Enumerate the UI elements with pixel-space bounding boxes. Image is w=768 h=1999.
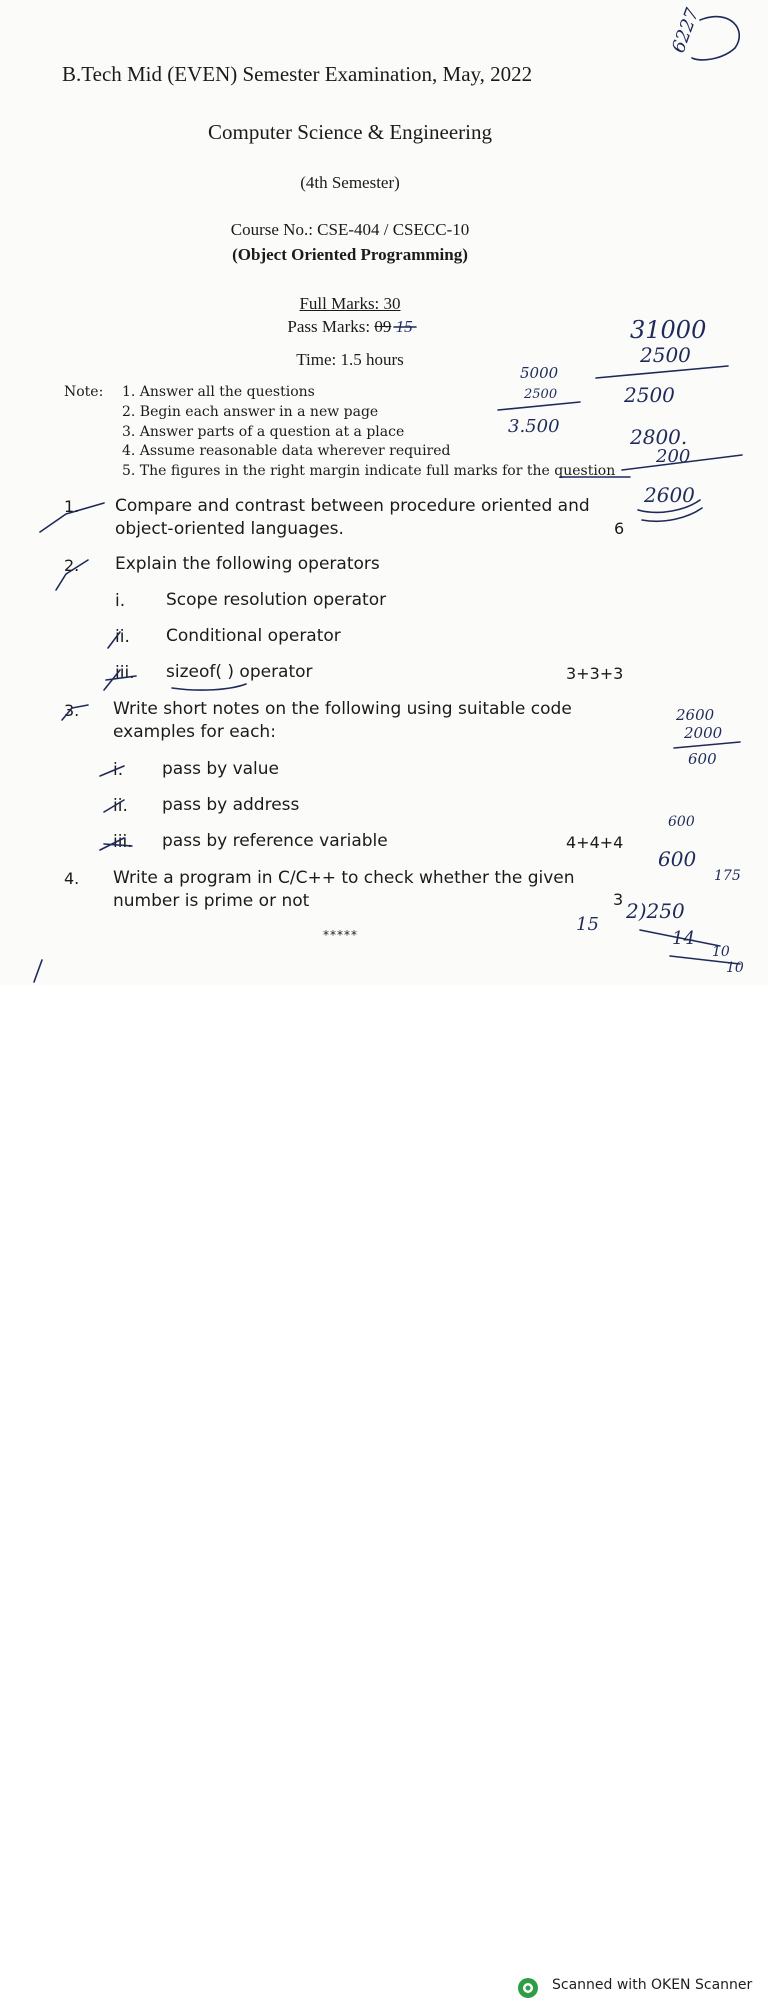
question-text-line: object-oriented languages. (115, 519, 344, 539)
calc-line (674, 742, 740, 748)
department-title: Computer Science & Engineering (207, 120, 492, 144)
pass-marks-label: Pass Marks: (287, 317, 371, 336)
note-item: 5. The figures in the right margin indicate full marks for the question (122, 463, 616, 479)
pass-marks (0, 317, 700, 337)
full-marks: Full Marks: 30 (299, 294, 401, 313)
scanner-watermark-text: Scanned with OKEN Scanner (552, 1977, 753, 1993)
sub-question-text: Conditional operator (166, 626, 341, 646)
question-marks: 3 (613, 890, 624, 909)
note-item: 1. Answer all the questions (122, 384, 315, 400)
handwritten-number: 2600 (676, 706, 715, 724)
handwritten-number: 3.500 (508, 416, 560, 437)
handwritten-number: 175 (714, 868, 741, 884)
handwritten-number: 600 (658, 847, 697, 871)
scanner-footer (0, 985, 768, 1993)
scanner-logo-icon (517, 1977, 539, 1999)
calc-line (640, 930, 720, 946)
handwritten-number: 600 (688, 750, 717, 768)
sub-question-number: i. (113, 760, 124, 780)
note-item: 2. Begin each answer in a new page (122, 404, 379, 420)
handwritten-number: 2800. (630, 425, 688, 449)
handwritten-number: 200 (656, 446, 691, 467)
question-text-line: number is prime or not (113, 891, 310, 911)
corner-bracket (692, 17, 739, 60)
handwritten-number: 10 (726, 960, 744, 976)
question-number: 1. (64, 497, 80, 516)
sizeof-underline (172, 684, 246, 690)
handwritten-number: 2000 (684, 724, 723, 742)
sub-question-text: pass by value (162, 759, 280, 779)
handwritten-number: 2500 (624, 383, 675, 407)
question-number: 3. (64, 701, 80, 720)
sub-question-number: ii. (115, 627, 130, 647)
question-marks: 4+4+4 (566, 833, 624, 852)
corner-mark (34, 960, 42, 982)
pass-marks-handwritten: 15 (395, 317, 413, 336)
note-item: 3. Answer parts of a question at a place (122, 424, 405, 440)
question-marks: 6 (614, 519, 625, 538)
handwritten-number: 2600 (644, 483, 695, 507)
sub-question-number: ii. (113, 796, 128, 816)
pass-marks-struck: 09 (374, 317, 392, 336)
handwritten-number: 10 (712, 944, 730, 960)
note-label: Note: (64, 384, 104, 400)
sub-question-text: pass by reference variable (162, 831, 388, 851)
exam-time: Time: 1.5 hours (296, 350, 404, 369)
handwritten-number: 5000 (520, 364, 559, 382)
calc-line (622, 455, 742, 470)
question-text-line: Write short notes on the following using suitable code (113, 699, 572, 719)
handwritten-number: 2500 (640, 343, 691, 367)
calc-underline (638, 500, 700, 512)
course-number: Course No.: CSE-404 / CSECC-10 (230, 220, 470, 239)
semester: (4th Semester) (300, 173, 400, 192)
question-text-line: Explain the following operators (115, 554, 380, 574)
handwritten-corner-note: 6227 (667, 5, 704, 56)
sub-question-number: iii. (115, 663, 135, 683)
handwritten-number: 14 (672, 928, 695, 949)
question-text-line: examples for each: (113, 722, 276, 742)
sub-question-text: Scope resolution operator (166, 590, 387, 610)
calc-line (670, 956, 740, 964)
question-number: 4. (64, 869, 80, 888)
question-marks: 3+3+3 (566, 664, 624, 683)
sub-question-number: iii. (113, 832, 133, 852)
question-number: 2. (64, 556, 80, 575)
course-name: (Object Oriented Programming) (232, 245, 468, 264)
handwritten-number: 15 (576, 914, 599, 935)
sub-question-number: i. (115, 591, 126, 611)
sub-question-text: pass by address (162, 795, 300, 815)
handwritten-number: 600 (668, 814, 695, 830)
handwritten-number: 2)250 (626, 899, 685, 923)
handwritten-number: 31000 (630, 316, 707, 344)
question-text-line: Compare and contrast between procedure oriented and (115, 496, 590, 516)
end-mark: ***** (323, 928, 358, 942)
calc-line (498, 402, 580, 410)
note-item: 4. Assume reasonable data wherever required (122, 443, 451, 459)
calc-underline (642, 508, 702, 521)
exam-title: B.Tech Mid (EVEN) Semester Examination, May, 2022 (62, 62, 533, 86)
exam-paper (0, 0, 768, 985)
handwritten-number: 2500 (524, 387, 558, 402)
question-text-line: Write a program in C/C++ to check whether the given (113, 868, 575, 888)
sub-question-text: sizeof( ) operator (166, 662, 313, 682)
